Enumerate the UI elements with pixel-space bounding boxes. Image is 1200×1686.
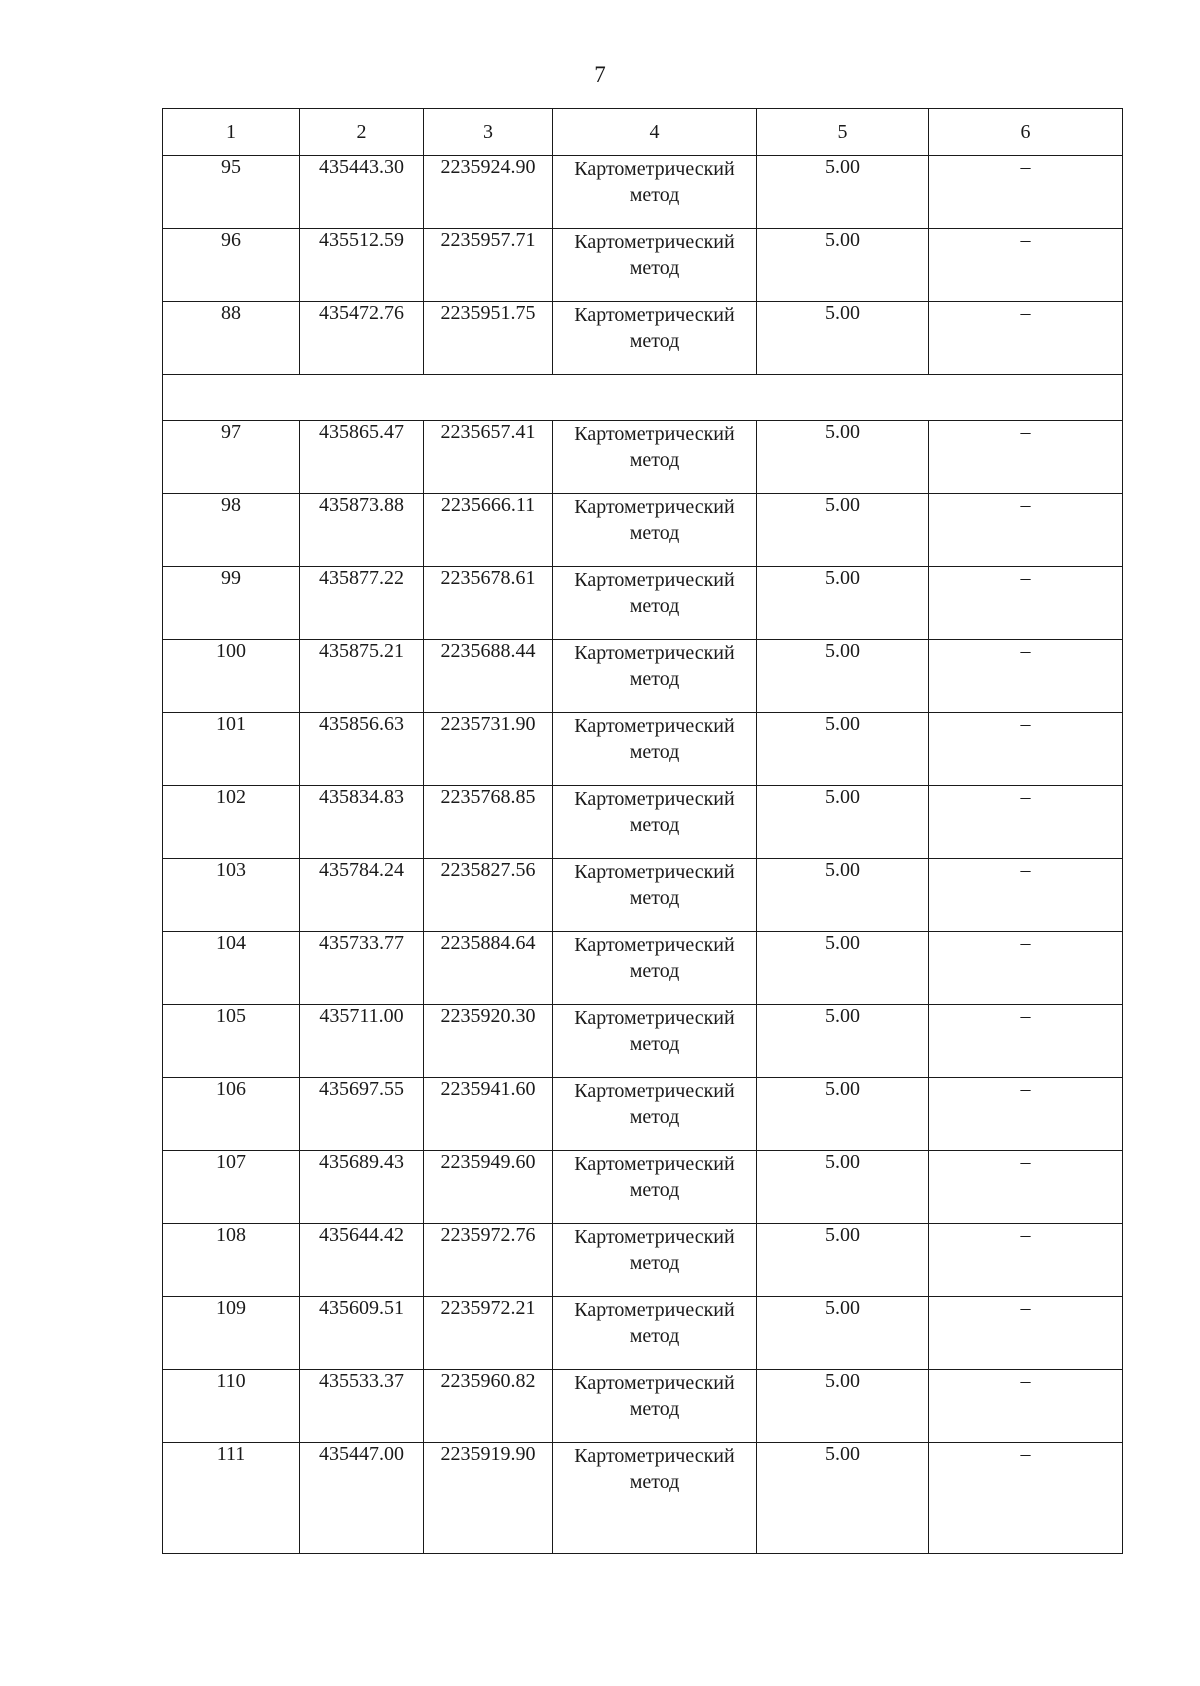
coordinate-x: 435609.51: [300, 1297, 424, 1370]
method-line2: метод: [629, 522, 680, 544]
point-number: 102: [163, 786, 300, 859]
method-line1: Картометрический: [574, 231, 735, 253]
table-row: [163, 156, 1123, 229]
accuracy-value: 5.00: [757, 494, 929, 567]
column-header: 4: [553, 109, 757, 156]
table-row: [163, 229, 1123, 302]
note-value: –: [929, 156, 1123, 229]
accuracy-value: 5.00: [757, 229, 929, 302]
method-line1: Картометрический: [574, 1153, 735, 1175]
point-number: 98: [163, 494, 300, 567]
coordinate-x: 435447.00: [300, 1443, 424, 1554]
method-line2: метод: [629, 1179, 680, 1201]
method-line1: Картометрический: [574, 715, 735, 737]
method-line2: метод: [629, 887, 680, 909]
method-line2: метод: [629, 595, 680, 617]
table-row: [163, 421, 1123, 494]
method-line2: метод: [629, 960, 680, 982]
column-header: 6: [929, 109, 1123, 156]
note-value: –: [929, 229, 1123, 302]
section-separator-row: [163, 375, 1123, 421]
coordinate-y: 2235920.30: [424, 1005, 553, 1078]
coordinate-x: 435877.22: [300, 567, 424, 640]
method-cell: [553, 859, 757, 932]
accuracy-value: 5.00: [757, 1370, 929, 1443]
coordinate-x: 435856.63: [300, 713, 424, 786]
method-cell: [553, 1370, 757, 1443]
method-line2: метод: [629, 1252, 680, 1274]
coordinate-x: 435644.42: [300, 1224, 424, 1297]
coordinate-x: 435472.76: [300, 302, 424, 375]
point-number: 106: [163, 1078, 300, 1151]
coordinate-x: 435784.24: [300, 859, 424, 932]
accuracy-value: 5.00: [757, 859, 929, 932]
coordinate-y: 2235951.75: [424, 302, 553, 375]
table-row: [163, 1151, 1123, 1224]
empty-separator-cell: [163, 375, 1123, 421]
method-cell: [553, 302, 757, 375]
method-line1: Картометрический: [574, 569, 735, 591]
table-row: [163, 1370, 1123, 1443]
method-cell: [553, 932, 757, 1005]
method-line2: метод: [629, 449, 680, 471]
method-line1: Картометрический: [574, 934, 735, 956]
table-row: [163, 932, 1123, 1005]
accuracy-value: 5.00: [757, 156, 929, 229]
table-row: [163, 1443, 1123, 1554]
method-cell: [553, 1297, 757, 1370]
method-line2: метод: [629, 257, 680, 279]
note-value: –: [929, 1297, 1123, 1370]
method-line2: метод: [629, 1033, 680, 1055]
point-number: 97: [163, 421, 300, 494]
note-value: –: [929, 1151, 1123, 1224]
coordinate-y: 2235957.71: [424, 229, 553, 302]
method-line1: Картометрический: [574, 1007, 735, 1029]
accuracy-value: 5.00: [757, 1078, 929, 1151]
accuracy-value: 5.00: [757, 1297, 929, 1370]
point-number: 96: [163, 229, 300, 302]
coordinate-y: 2235731.90: [424, 713, 553, 786]
coordinate-x: 435443.30: [300, 156, 424, 229]
table-row: [163, 859, 1123, 932]
coordinate-x: 435865.47: [300, 421, 424, 494]
column-header: 5: [757, 109, 929, 156]
coordinate-y: 2235960.82: [424, 1370, 553, 1443]
method-cell: [553, 1078, 757, 1151]
coordinate-x: 435533.37: [300, 1370, 424, 1443]
point-number: 104: [163, 932, 300, 1005]
method-cell: [553, 494, 757, 567]
accuracy-value: 5.00: [757, 302, 929, 375]
coordinate-y: 2235666.11: [424, 494, 553, 567]
table-row: [163, 302, 1123, 375]
coordinate-y: 2235688.44: [424, 640, 553, 713]
method-line2: метод: [629, 1106, 680, 1128]
table-row: [163, 494, 1123, 567]
method-cell: [553, 1224, 757, 1297]
table-row: [163, 1224, 1123, 1297]
point-number: 88: [163, 302, 300, 375]
note-value: –: [929, 786, 1123, 859]
note-value: –: [929, 1370, 1123, 1443]
coordinate-y: 2235827.56: [424, 859, 553, 932]
column-header: 2: [300, 109, 424, 156]
accuracy-value: 5.00: [757, 1443, 929, 1554]
note-value: –: [929, 302, 1123, 375]
coordinate-y: 2235972.76: [424, 1224, 553, 1297]
note-value: –: [929, 640, 1123, 713]
accuracy-value: 5.00: [757, 421, 929, 494]
note-value: –: [929, 494, 1123, 567]
point-number: 103: [163, 859, 300, 932]
method-line2: метод: [629, 1398, 680, 1420]
note-value: –: [929, 1443, 1123, 1554]
accuracy-value: 5.00: [757, 932, 929, 1005]
method-line1: Картометрический: [574, 1299, 735, 1321]
table-row: [163, 567, 1123, 640]
coordinate-x: 435733.77: [300, 932, 424, 1005]
note-value: –: [929, 421, 1123, 494]
method-cell: [553, 567, 757, 640]
coordinate-y: 2235924.90: [424, 156, 553, 229]
method-line1: Картометрический: [574, 1226, 735, 1248]
table-row: [163, 1297, 1123, 1370]
method-line2: метод: [629, 668, 680, 690]
point-number: 99: [163, 567, 300, 640]
table-row: [163, 640, 1123, 713]
accuracy-value: 5.00: [757, 786, 929, 859]
method-line1: Картометрический: [574, 861, 735, 883]
method-line1: Картометрический: [574, 642, 735, 664]
method-line1: Картометрический: [574, 1080, 735, 1102]
method-line1: Картометрический: [574, 423, 735, 445]
point-number: 101: [163, 713, 300, 786]
method-line1: Картометрический: [574, 304, 735, 326]
coordinate-y: 2235678.61: [424, 567, 553, 640]
accuracy-value: 5.00: [757, 640, 929, 713]
method-cell: [553, 421, 757, 494]
point-number: 95: [163, 156, 300, 229]
coordinate-y: 2235972.21: [424, 1297, 553, 1370]
coordinate-x: 435875.21: [300, 640, 424, 713]
coordinate-x: 435512.59: [300, 229, 424, 302]
table-row: [163, 1078, 1123, 1151]
coordinate-y: 2235949.60: [424, 1151, 553, 1224]
point-number: 105: [163, 1005, 300, 1078]
method-cell: [553, 1151, 757, 1224]
method-line2: метод: [629, 1325, 680, 1347]
note-value: –: [929, 859, 1123, 932]
column-header: 1: [163, 109, 300, 156]
accuracy-value: 5.00: [757, 1151, 929, 1224]
coordinate-x: 435711.00: [300, 1005, 424, 1078]
method-cell: [553, 713, 757, 786]
method-cell: [553, 1005, 757, 1078]
note-value: –: [929, 1078, 1123, 1151]
column-header: 3: [424, 109, 553, 156]
point-number: 111: [163, 1443, 300, 1554]
method-line2: метод: [629, 741, 680, 763]
note-value: –: [929, 567, 1123, 640]
point-number: 100: [163, 640, 300, 713]
note-value: –: [929, 713, 1123, 786]
note-value: –: [929, 932, 1123, 1005]
method-cell: [553, 156, 757, 229]
accuracy-value: 5.00: [757, 713, 929, 786]
note-value: –: [929, 1005, 1123, 1078]
coordinate-y: 2235919.90: [424, 1443, 553, 1554]
accuracy-value: 5.00: [757, 1005, 929, 1078]
point-number: 108: [163, 1224, 300, 1297]
method-cell: [553, 640, 757, 713]
table-row: [163, 713, 1123, 786]
accuracy-value: 5.00: [757, 567, 929, 640]
coordinate-x: 435689.43: [300, 1151, 424, 1224]
method-cell: [553, 229, 757, 302]
coordinate-x: 435697.55: [300, 1078, 424, 1151]
table-header-row: [163, 109, 1123, 156]
method-line1: Картометрический: [574, 1445, 735, 1467]
method-line1: Картометрический: [574, 1372, 735, 1394]
coordinate-y: 2235657.41: [424, 421, 553, 494]
method-cell: [553, 1443, 757, 1554]
coordinate-y: 2235941.60: [424, 1078, 553, 1151]
point-number: 109: [163, 1297, 300, 1370]
table-row: [163, 1005, 1123, 1078]
coordinate-x: 435834.83: [300, 786, 424, 859]
method-line1: Картометрический: [574, 158, 735, 180]
accuracy-value: 5.00: [757, 1224, 929, 1297]
method-line2: метод: [629, 330, 680, 352]
point-number: 110: [163, 1370, 300, 1443]
coordinates-table: [162, 108, 1123, 1554]
coordinate-y: 2235884.64: [424, 932, 553, 1005]
coordinate-x: 435873.88: [300, 494, 424, 567]
method-line2: метод: [629, 814, 680, 836]
point-number: 107: [163, 1151, 300, 1224]
method-line1: Картометрический: [574, 496, 735, 518]
method-line1: Картометрический: [574, 788, 735, 810]
table-row: [163, 786, 1123, 859]
note-value: –: [929, 1224, 1123, 1297]
method-line2: метод: [629, 1471, 680, 1493]
method-line2: метод: [629, 184, 680, 206]
method-cell: [553, 786, 757, 859]
page-number: 7: [594, 62, 606, 87]
coordinate-y: 2235768.85: [424, 786, 553, 859]
